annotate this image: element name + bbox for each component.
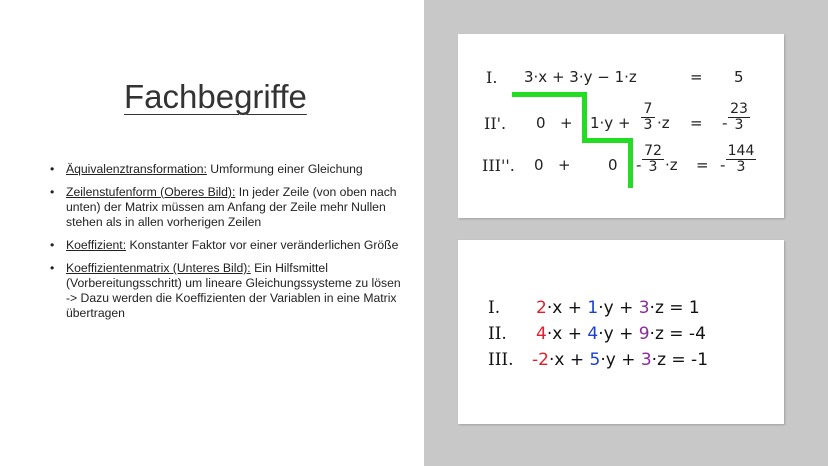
row-label: I. bbox=[486, 68, 498, 87]
plus-sign: + bbox=[558, 156, 571, 174]
bullet-term: Äquivalenztransformation: bbox=[66, 162, 207, 176]
coefficient-z: 3 bbox=[638, 298, 650, 318]
bullet-term: Koeffizientenmatrix (Unteres Bild): bbox=[66, 261, 251, 275]
coefficient-z: 3 bbox=[640, 350, 652, 370]
variable: ·z bbox=[657, 114, 670, 132]
fraction bbox=[726, 144, 756, 175]
equals-sign: = bbox=[690, 114, 703, 132]
term: 1·y + bbox=[590, 114, 631, 132]
numerator: 7 bbox=[643, 101, 653, 117]
equals-sign: = bbox=[696, 156, 709, 174]
variable-y: ·y bbox=[598, 298, 614, 318]
bullet-text: Konstanter Faktor vor einer veränderlichen Größe bbox=[126, 238, 399, 252]
variable-y: ·y bbox=[600, 350, 616, 370]
coefficient-image bbox=[458, 240, 784, 424]
coefficient-z: 9 bbox=[638, 324, 650, 344]
variable-y: ·y bbox=[598, 324, 614, 344]
row-label: I. bbox=[488, 298, 501, 318]
fraction bbox=[642, 144, 664, 175]
bullet-item bbox=[46, 238, 406, 253]
equation-rhs: = 1 bbox=[669, 298, 700, 318]
plus-sign: + bbox=[619, 324, 634, 344]
row-echelon-image bbox=[458, 34, 784, 218]
coefficient-y: 4 bbox=[587, 324, 599, 344]
equation-rhs: 5 bbox=[734, 68, 744, 86]
slide-title: Fachbegriffe bbox=[124, 78, 307, 115]
minus-sign: - bbox=[722, 114, 728, 132]
plus-sign: + bbox=[567, 298, 582, 318]
variable-x: ·x bbox=[546, 324, 563, 344]
variable-z: ·z bbox=[649, 298, 664, 318]
equation-row bbox=[488, 350, 708, 370]
coefficient-y: 5 bbox=[589, 350, 601, 370]
bullet-text: Ein Hilfsmittel (Vorbereitungsschritt) um lineare Gleichungssysteme zu lösen -> Dazu werden die Koeffizienten der Variablen in eine Matrix übertragen bbox=[66, 261, 401, 320]
minus-sign: - bbox=[720, 156, 726, 174]
staircase-line bbox=[582, 138, 632, 143]
bullet-text: In jeder Zeile (von oben nach unten) der Matrix müssen am Anfang der Zeile mehr Nullen stehen als in allen vorherigen Zeilen bbox=[66, 185, 397, 229]
coefficient-x: 2 bbox=[536, 298, 547, 318]
fraction bbox=[728, 102, 750, 133]
bullet-list bbox=[46, 162, 406, 329]
equation-rhs: = -1 bbox=[671, 350, 709, 370]
bullet-term: Zeilenstufenform (Oberes Bild): bbox=[66, 185, 236, 199]
staircase-line bbox=[582, 92, 587, 142]
plus-sign: + bbox=[621, 350, 636, 370]
row-label: II'. bbox=[484, 114, 507, 133]
equation-lhs: 3·x + 3·y − 1·z bbox=[524, 68, 637, 86]
row-label: II. bbox=[488, 324, 507, 344]
plus-sign: + bbox=[619, 298, 634, 318]
variable-x: ·x bbox=[546, 298, 563, 318]
numerator: 144 bbox=[727, 143, 755, 159]
coefficient-x: -2 bbox=[532, 350, 549, 370]
plus-sign: + bbox=[567, 324, 582, 344]
denominator: 3 bbox=[642, 159, 664, 175]
variable-x: ·x bbox=[548, 350, 565, 370]
coefficient-x: 4 bbox=[536, 324, 547, 344]
equation-row bbox=[488, 298, 700, 318]
equation-rhs: = -4 bbox=[669, 324, 706, 344]
equals-sign: = bbox=[690, 68, 703, 86]
staircase-line bbox=[512, 92, 586, 97]
coefficient: 0 bbox=[608, 156, 618, 174]
staircase-line bbox=[628, 138, 633, 188]
plus-sign: + bbox=[560, 114, 573, 132]
bullet-term: Koeffizient: bbox=[66, 238, 127, 252]
coefficient-y: 1 bbox=[587, 298, 599, 318]
variable-z: ·z bbox=[651, 350, 666, 370]
equation-row bbox=[488, 324, 706, 344]
numerator: 72 bbox=[644, 143, 662, 159]
numerator: 23 bbox=[730, 101, 748, 117]
coefficient: 0 bbox=[536, 114, 546, 132]
denominator: 3 bbox=[641, 117, 655, 133]
row-label: III''. bbox=[482, 156, 515, 175]
coefficient: 0 bbox=[534, 156, 544, 174]
denominator: 3 bbox=[728, 117, 750, 133]
bullet-item bbox=[46, 261, 406, 321]
denominator: 3 bbox=[726, 159, 756, 175]
minus-sign: - bbox=[636, 156, 642, 174]
row-label: III. bbox=[488, 350, 514, 370]
plus-sign: + bbox=[569, 350, 585, 370]
variable-z: ·z bbox=[649, 324, 664, 344]
fraction bbox=[641, 102, 655, 133]
bullet-item bbox=[46, 162, 406, 177]
variable: ·z bbox=[665, 156, 678, 174]
bullet-text: Umformung einer Gleichung bbox=[206, 162, 363, 176]
bullet-item bbox=[46, 185, 406, 230]
